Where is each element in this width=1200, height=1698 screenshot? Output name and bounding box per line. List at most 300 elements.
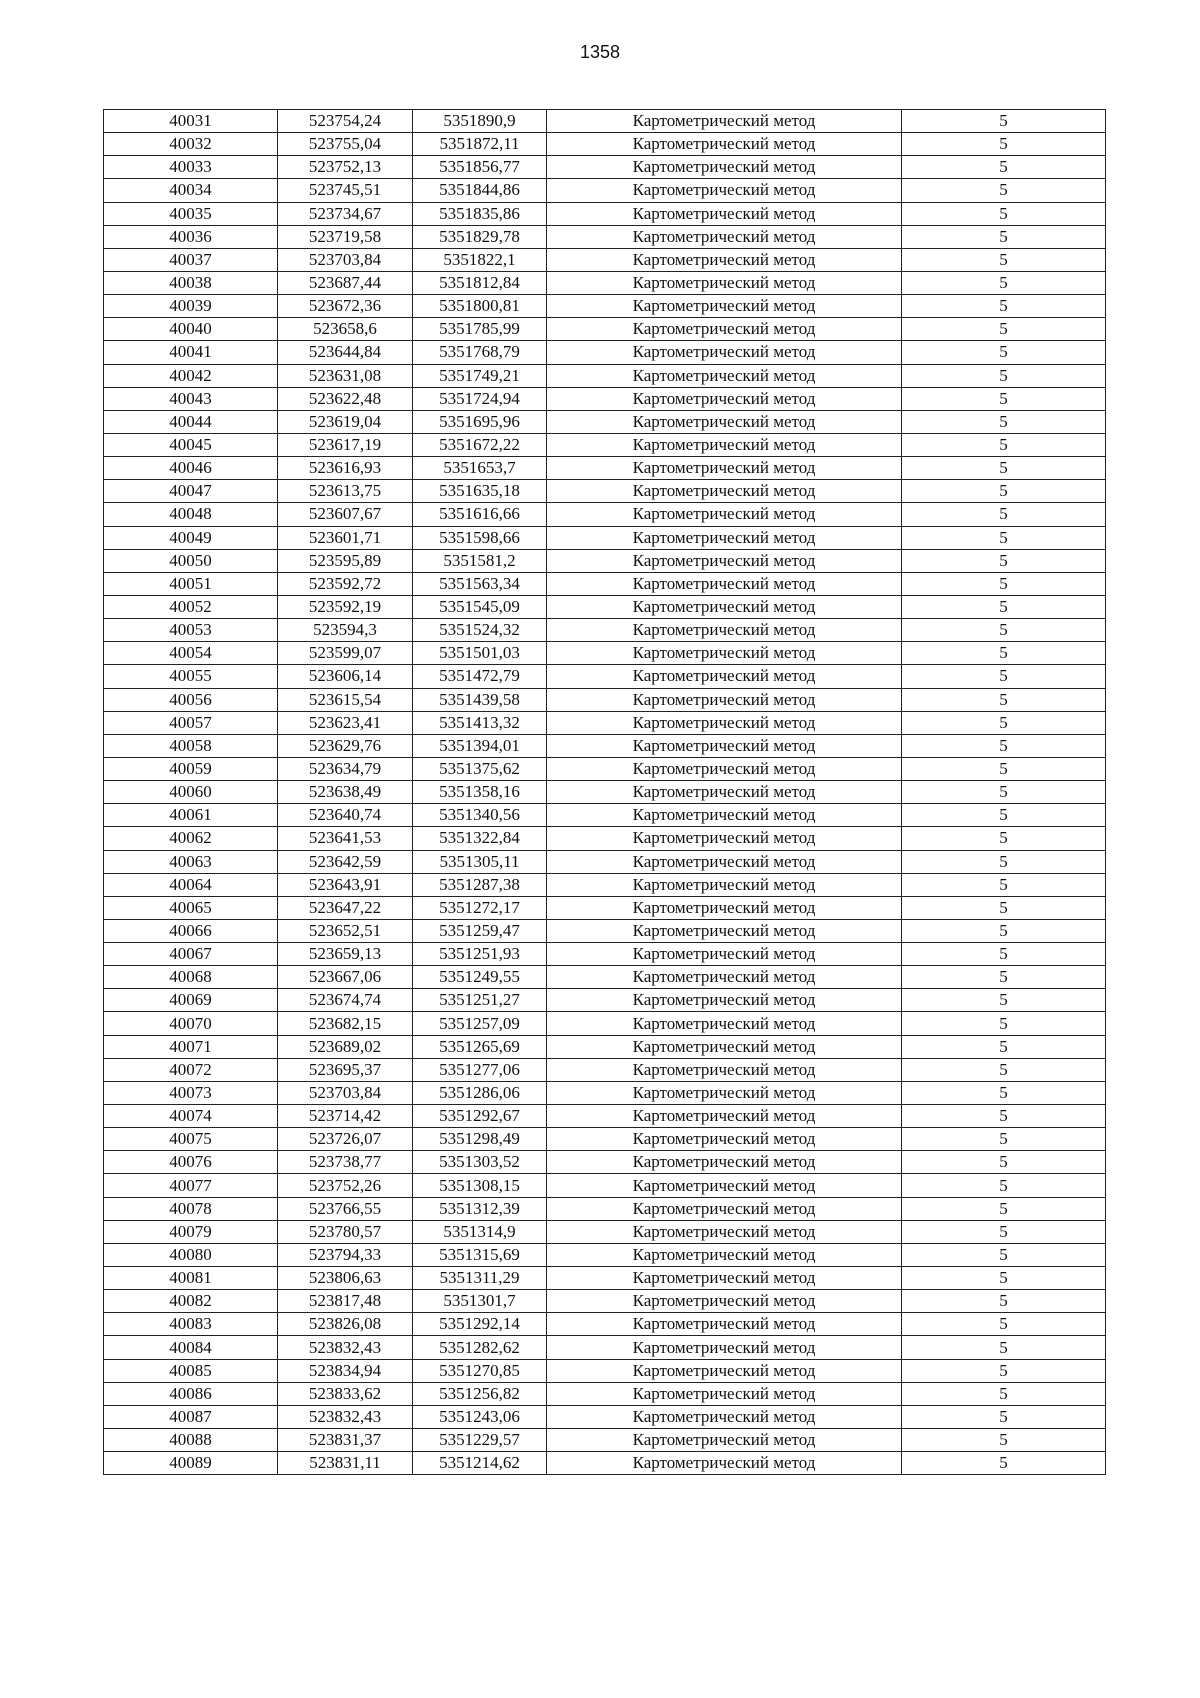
accuracy-cell: 5 — [902, 1336, 1106, 1359]
method-cell: Картометрический метод — [547, 1267, 902, 1290]
table-row — [104, 133, 1106, 156]
y-coordinate-cell: 5351305,11 — [413, 850, 547, 873]
method-cell: Картометрический метод — [547, 1336, 902, 1359]
accuracy-cell: 5 — [902, 572, 1106, 595]
point-number-cell: 40062 — [104, 827, 278, 850]
y-coordinate-cell: 5351890,9 — [413, 110, 547, 133]
method-cell: Картометрический метод — [547, 966, 902, 989]
y-coordinate-cell: 5351292,14 — [413, 1313, 547, 1336]
y-coordinate-cell: 5351695,96 — [413, 410, 547, 433]
y-coordinate-cell: 5351257,09 — [413, 1012, 547, 1035]
x-coordinate-cell: 523643,91 — [278, 873, 413, 896]
x-coordinate-cell: 523658,6 — [278, 318, 413, 341]
x-coordinate-cell: 523615,54 — [278, 688, 413, 711]
point-number-cell: 40044 — [104, 410, 278, 433]
point-number-cell: 40052 — [104, 595, 278, 618]
x-coordinate-cell: 523594,3 — [278, 619, 413, 642]
x-coordinate-cell: 523613,75 — [278, 480, 413, 503]
y-coordinate-cell: 5351256,82 — [413, 1382, 547, 1405]
table-row — [104, 364, 1106, 387]
x-coordinate-cell: 523592,19 — [278, 595, 413, 618]
point-number-cell: 40047 — [104, 480, 278, 503]
accuracy-cell: 5 — [902, 1429, 1106, 1452]
accuracy-cell: 5 — [902, 1313, 1106, 1336]
point-number-cell: 40087 — [104, 1405, 278, 1428]
x-coordinate-cell: 523695,37 — [278, 1058, 413, 1081]
y-coordinate-cell: 5351340,56 — [413, 804, 547, 827]
x-coordinate-cell: 523745,51 — [278, 179, 413, 202]
table-row — [104, 387, 1106, 410]
accuracy-cell: 5 — [902, 665, 1106, 688]
x-coordinate-cell: 523794,33 — [278, 1243, 413, 1266]
y-coordinate-cell: 5351259,47 — [413, 919, 547, 942]
x-coordinate-cell: 523667,06 — [278, 966, 413, 989]
method-cell: Картометрический метод — [547, 688, 902, 711]
accuracy-cell: 5 — [902, 1128, 1106, 1151]
method-cell: Картометрический метод — [547, 341, 902, 364]
accuracy-cell: 5 — [902, 1105, 1106, 1128]
y-coordinate-cell: 5351298,49 — [413, 1128, 547, 1151]
x-coordinate-cell: 523806,63 — [278, 1267, 413, 1290]
method-cell: Картометрический метод — [547, 665, 902, 688]
table-row — [104, 757, 1106, 780]
accuracy-cell: 5 — [902, 1058, 1106, 1081]
table-row — [104, 665, 1106, 688]
y-coordinate-cell: 5351616,66 — [413, 503, 547, 526]
y-coordinate-cell: 5351270,85 — [413, 1359, 547, 1382]
x-coordinate-cell: 523817,48 — [278, 1290, 413, 1313]
accuracy-cell: 5 — [902, 943, 1106, 966]
table-row — [104, 688, 1106, 711]
x-coordinate-cell: 523832,43 — [278, 1336, 413, 1359]
accuracy-cell: 5 — [902, 1359, 1106, 1382]
y-coordinate-cell: 5351653,7 — [413, 457, 547, 480]
point-number-cell: 40083 — [104, 1313, 278, 1336]
x-coordinate-cell: 523623,41 — [278, 711, 413, 734]
y-coordinate-cell: 5351672,22 — [413, 433, 547, 456]
accuracy-cell: 5 — [902, 1267, 1106, 1290]
y-coordinate-cell: 5351249,55 — [413, 966, 547, 989]
point-number-cell: 40085 — [104, 1359, 278, 1382]
y-coordinate-cell: 5351358,16 — [413, 781, 547, 804]
point-number-cell: 40050 — [104, 549, 278, 572]
table-row — [104, 711, 1106, 734]
accuracy-cell: 5 — [902, 1081, 1106, 1104]
method-cell: Картометрический метод — [547, 1220, 902, 1243]
table-row — [104, 433, 1106, 456]
table-row — [104, 1151, 1106, 1174]
x-coordinate-cell: 523703,84 — [278, 1081, 413, 1104]
point-number-cell: 40086 — [104, 1382, 278, 1405]
table-row — [104, 410, 1106, 433]
table-row — [104, 642, 1106, 665]
y-coordinate-cell: 5351322,84 — [413, 827, 547, 850]
table-row — [104, 225, 1106, 248]
y-coordinate-cell: 5351243,06 — [413, 1405, 547, 1428]
method-cell: Картометрический метод — [547, 1058, 902, 1081]
table-row — [104, 480, 1106, 503]
y-coordinate-cell: 5351251,93 — [413, 943, 547, 966]
point-number-cell: 40063 — [104, 850, 278, 873]
table-row — [104, 1290, 1106, 1313]
accuracy-cell: 5 — [902, 295, 1106, 318]
method-cell: Картометрический метод — [547, 526, 902, 549]
accuracy-cell: 5 — [902, 318, 1106, 341]
method-cell: Картометрический метод — [547, 943, 902, 966]
method-cell: Картометрический метод — [547, 457, 902, 480]
accuracy-cell: 5 — [902, 734, 1106, 757]
y-coordinate-cell: 5351286,06 — [413, 1081, 547, 1104]
table-row — [104, 202, 1106, 225]
method-cell: Картометрический метод — [547, 1382, 902, 1405]
y-coordinate-cell: 5351282,62 — [413, 1336, 547, 1359]
method-cell: Картометрический метод — [547, 1151, 902, 1174]
method-cell: Картометрический метод — [547, 110, 902, 133]
method-cell: Картометрический метод — [547, 1313, 902, 1336]
point-number-cell: 40064 — [104, 873, 278, 896]
accuracy-cell: 5 — [902, 549, 1106, 572]
point-number-cell: 40048 — [104, 503, 278, 526]
y-coordinate-cell: 5351292,67 — [413, 1105, 547, 1128]
y-coordinate-cell: 5351812,84 — [413, 271, 547, 294]
x-coordinate-cell: 523752,26 — [278, 1174, 413, 1197]
point-number-cell: 40046 — [104, 457, 278, 480]
method-cell: Картометрический метод — [547, 156, 902, 179]
table-row — [104, 1105, 1106, 1128]
table-row — [104, 1405, 1106, 1428]
accuracy-cell: 5 — [902, 387, 1106, 410]
method-cell: Картометрический метод — [547, 1128, 902, 1151]
y-coordinate-cell: 5351524,32 — [413, 619, 547, 642]
point-number-cell: 40079 — [104, 1220, 278, 1243]
method-cell: Картометрический метод — [547, 1243, 902, 1266]
method-cell: Картометрический метод — [547, 595, 902, 618]
y-coordinate-cell: 5351856,77 — [413, 156, 547, 179]
method-cell: Картометрический метод — [547, 271, 902, 294]
method-cell: Картометрический метод — [547, 642, 902, 665]
accuracy-cell: 5 — [902, 873, 1106, 896]
table-row — [104, 1012, 1106, 1035]
x-coordinate-cell: 523687,44 — [278, 271, 413, 294]
y-coordinate-cell: 5351768,79 — [413, 341, 547, 364]
point-number-cell: 40089 — [104, 1452, 278, 1475]
accuracy-cell: 5 — [902, 1151, 1106, 1174]
x-coordinate-cell: 523826,08 — [278, 1313, 413, 1336]
x-coordinate-cell: 523607,67 — [278, 503, 413, 526]
point-number-cell: 40043 — [104, 387, 278, 410]
point-number-cell: 40054 — [104, 642, 278, 665]
point-number-cell: 40051 — [104, 572, 278, 595]
x-coordinate-cell: 523595,89 — [278, 549, 413, 572]
method-cell: Картометрический метод — [547, 619, 902, 642]
y-coordinate-cell: 5351545,09 — [413, 595, 547, 618]
accuracy-cell: 5 — [902, 619, 1106, 642]
y-coordinate-cell: 5351303,52 — [413, 1151, 547, 1174]
x-coordinate-cell: 523674,74 — [278, 989, 413, 1012]
table-row — [104, 526, 1106, 549]
point-number-cell: 40059 — [104, 757, 278, 780]
table-row — [104, 966, 1106, 989]
method-cell: Картометрический метод — [547, 480, 902, 503]
y-coordinate-cell: 5351214,62 — [413, 1452, 547, 1475]
accuracy-cell: 5 — [902, 757, 1106, 780]
y-coordinate-cell: 5351314,9 — [413, 1220, 547, 1243]
method-cell: Картометрический метод — [547, 572, 902, 595]
point-number-cell: 40035 — [104, 202, 278, 225]
table-row — [104, 1267, 1106, 1290]
accuracy-cell: 5 — [902, 1405, 1106, 1428]
y-coordinate-cell: 5351598,66 — [413, 526, 547, 549]
x-coordinate-cell: 523689,02 — [278, 1035, 413, 1058]
method-cell: Картометрический метод — [547, 1452, 902, 1475]
table-row — [104, 572, 1106, 595]
method-cell: Картометрический метод — [547, 1290, 902, 1313]
x-coordinate-cell: 523592,72 — [278, 572, 413, 595]
table-row — [104, 595, 1106, 618]
x-coordinate-cell: 523682,15 — [278, 1012, 413, 1035]
accuracy-cell: 5 — [902, 179, 1106, 202]
accuracy-cell: 5 — [902, 341, 1106, 364]
x-coordinate-cell: 523616,93 — [278, 457, 413, 480]
y-coordinate-cell: 5351872,11 — [413, 133, 547, 156]
accuracy-cell: 5 — [902, 1220, 1106, 1243]
table-row — [104, 1128, 1106, 1151]
accuracy-cell: 5 — [902, 133, 1106, 156]
y-coordinate-cell: 5351785,99 — [413, 318, 547, 341]
x-coordinate-cell: 523719,58 — [278, 225, 413, 248]
method-cell: Картометрический метод — [547, 295, 902, 318]
method-cell: Картометрический метод — [547, 1012, 902, 1035]
x-coordinate-cell: 523642,59 — [278, 850, 413, 873]
y-coordinate-cell: 5351251,27 — [413, 989, 547, 1012]
table-row — [104, 1429, 1106, 1452]
method-cell: Картометрический метод — [547, 387, 902, 410]
method-cell: Картометрический метод — [547, 1429, 902, 1452]
accuracy-cell: 5 — [902, 202, 1106, 225]
point-number-cell: 40032 — [104, 133, 278, 156]
table-row — [104, 1452, 1106, 1475]
x-coordinate-cell: 523734,67 — [278, 202, 413, 225]
point-number-cell: 40034 — [104, 179, 278, 202]
point-number-cell: 40065 — [104, 896, 278, 919]
accuracy-cell: 5 — [902, 110, 1106, 133]
point-number-cell: 40040 — [104, 318, 278, 341]
y-coordinate-cell: 5351501,03 — [413, 642, 547, 665]
point-number-cell: 40037 — [104, 248, 278, 271]
accuracy-cell: 5 — [902, 850, 1106, 873]
accuracy-cell: 5 — [902, 248, 1106, 271]
y-coordinate-cell: 5351312,39 — [413, 1197, 547, 1220]
table-row — [104, 248, 1106, 271]
y-coordinate-cell: 5351844,86 — [413, 179, 547, 202]
method-cell: Картометрический метод — [547, 225, 902, 248]
point-number-cell: 40061 — [104, 804, 278, 827]
table-row — [104, 1313, 1106, 1336]
x-coordinate-cell: 523601,71 — [278, 526, 413, 549]
y-coordinate-cell: 5351829,78 — [413, 225, 547, 248]
point-number-cell: 40069 — [104, 989, 278, 1012]
y-coordinate-cell: 5351749,21 — [413, 364, 547, 387]
accuracy-cell: 5 — [902, 1382, 1106, 1405]
point-number-cell: 40072 — [104, 1058, 278, 1081]
accuracy-cell: 5 — [902, 804, 1106, 827]
table-row — [104, 549, 1106, 572]
accuracy-cell: 5 — [902, 896, 1106, 919]
table-row — [104, 1081, 1106, 1104]
table-row — [104, 503, 1106, 526]
point-number-cell: 40073 — [104, 1081, 278, 1104]
method-cell: Картометрический метод — [547, 827, 902, 850]
x-coordinate-cell: 523755,04 — [278, 133, 413, 156]
method-cell: Картометрический метод — [547, 1035, 902, 1058]
y-coordinate-cell: 5351822,1 — [413, 248, 547, 271]
point-number-cell: 40053 — [104, 619, 278, 642]
method-cell: Картометрический метод — [547, 850, 902, 873]
table-row — [104, 1058, 1106, 1081]
table-row — [104, 873, 1106, 896]
point-number-cell: 40039 — [104, 295, 278, 318]
x-coordinate-cell: 523606,14 — [278, 665, 413, 688]
x-coordinate-cell: 523831,11 — [278, 1452, 413, 1475]
y-coordinate-cell: 5351835,86 — [413, 202, 547, 225]
x-coordinate-cell: 523766,55 — [278, 1197, 413, 1220]
table-row — [104, 1382, 1106, 1405]
x-coordinate-cell: 523831,37 — [278, 1429, 413, 1452]
x-coordinate-cell: 523672,36 — [278, 295, 413, 318]
method-cell: Картометрический метод — [547, 1359, 902, 1382]
method-cell: Картометрический метод — [547, 1405, 902, 1428]
point-number-cell: 40038 — [104, 271, 278, 294]
y-coordinate-cell: 5351301,7 — [413, 1290, 547, 1313]
table-row — [104, 804, 1106, 827]
table-row — [104, 271, 1106, 294]
method-cell: Картометрический метод — [547, 989, 902, 1012]
table-row — [104, 1197, 1106, 1220]
table-row — [104, 781, 1106, 804]
table-row — [104, 110, 1106, 133]
point-number-cell: 40033 — [104, 156, 278, 179]
accuracy-cell: 5 — [902, 966, 1106, 989]
accuracy-cell: 5 — [902, 225, 1106, 248]
x-coordinate-cell: 523754,24 — [278, 110, 413, 133]
accuracy-cell: 5 — [902, 433, 1106, 456]
point-number-cell: 40076 — [104, 1151, 278, 1174]
accuracy-cell: 5 — [902, 526, 1106, 549]
x-coordinate-cell: 523619,04 — [278, 410, 413, 433]
x-coordinate-cell: 523659,13 — [278, 943, 413, 966]
table-row — [104, 1174, 1106, 1197]
point-number-cell: 40080 — [104, 1243, 278, 1266]
method-cell: Картометрический метод — [547, 896, 902, 919]
point-number-cell: 40070 — [104, 1012, 278, 1035]
x-coordinate-cell: 523714,42 — [278, 1105, 413, 1128]
y-coordinate-cell: 5351277,06 — [413, 1058, 547, 1081]
method-cell: Картометрический метод — [547, 364, 902, 387]
point-number-cell: 40075 — [104, 1128, 278, 1151]
y-coordinate-cell: 5351472,79 — [413, 665, 547, 688]
table-row — [104, 989, 1106, 1012]
x-coordinate-cell: 523833,62 — [278, 1382, 413, 1405]
y-coordinate-cell: 5351265,69 — [413, 1035, 547, 1058]
y-coordinate-cell: 5351413,32 — [413, 711, 547, 734]
point-number-cell: 40081 — [104, 1267, 278, 1290]
accuracy-cell: 5 — [902, 1174, 1106, 1197]
point-number-cell: 40055 — [104, 665, 278, 688]
x-coordinate-cell: 523629,76 — [278, 734, 413, 757]
y-coordinate-cell: 5351394,01 — [413, 734, 547, 757]
accuracy-cell: 5 — [902, 156, 1106, 179]
accuracy-cell: 5 — [902, 457, 1106, 480]
method-cell: Картометрический метод — [547, 133, 902, 156]
method-cell: Картометрический метод — [547, 410, 902, 433]
table-row — [104, 295, 1106, 318]
accuracy-cell: 5 — [902, 688, 1106, 711]
method-cell: Картометрический метод — [547, 1174, 902, 1197]
x-coordinate-cell: 523634,79 — [278, 757, 413, 780]
table-row — [104, 919, 1106, 942]
method-cell: Картометрический метод — [547, 433, 902, 456]
point-number-cell: 40045 — [104, 433, 278, 456]
x-coordinate-cell: 523631,08 — [278, 364, 413, 387]
method-cell: Картометрический метод — [547, 919, 902, 942]
method-cell: Картометрический метод — [547, 804, 902, 827]
y-coordinate-cell: 5351308,15 — [413, 1174, 547, 1197]
table-row — [104, 457, 1106, 480]
x-coordinate-cell: 523641,53 — [278, 827, 413, 850]
table-body — [104, 110, 1106, 1475]
table-row — [104, 827, 1106, 850]
table-row — [104, 943, 1106, 966]
accuracy-cell: 5 — [902, 781, 1106, 804]
method-cell: Картометрический метод — [547, 179, 902, 202]
y-coordinate-cell: 5351272,17 — [413, 896, 547, 919]
x-coordinate-cell: 523644,84 — [278, 341, 413, 364]
method-cell: Картометрический метод — [547, 549, 902, 572]
y-coordinate-cell: 5351581,2 — [413, 549, 547, 572]
x-coordinate-cell: 523622,48 — [278, 387, 413, 410]
point-number-cell: 40057 — [104, 711, 278, 734]
point-number-cell: 40078 — [104, 1197, 278, 1220]
x-coordinate-cell: 523780,57 — [278, 1220, 413, 1243]
x-coordinate-cell: 523652,51 — [278, 919, 413, 942]
x-coordinate-cell: 523703,84 — [278, 248, 413, 271]
table-row — [104, 619, 1106, 642]
point-number-cell: 40031 — [104, 110, 278, 133]
y-coordinate-cell: 5351311,29 — [413, 1267, 547, 1290]
table-row — [104, 1243, 1106, 1266]
x-coordinate-cell: 523752,13 — [278, 156, 413, 179]
y-coordinate-cell: 5351229,57 — [413, 1429, 547, 1452]
point-number-cell: 40067 — [104, 943, 278, 966]
point-number-cell: 40049 — [104, 526, 278, 549]
accuracy-cell: 5 — [902, 1012, 1106, 1035]
y-coordinate-cell: 5351315,69 — [413, 1243, 547, 1266]
method-cell: Картометрический метод — [547, 248, 902, 271]
point-number-cell: 40084 — [104, 1336, 278, 1359]
table-row — [104, 179, 1106, 202]
coordinates-table — [103, 109, 1106, 1475]
x-coordinate-cell: 523738,77 — [278, 1151, 413, 1174]
method-cell: Картометрический метод — [547, 503, 902, 526]
table-row — [104, 734, 1106, 757]
x-coordinate-cell: 523638,49 — [278, 781, 413, 804]
y-coordinate-cell: 5351439,58 — [413, 688, 547, 711]
accuracy-cell: 5 — [902, 989, 1106, 1012]
method-cell: Картометрический метод — [547, 873, 902, 896]
point-number-cell: 40060 — [104, 781, 278, 804]
point-number-cell: 40077 — [104, 1174, 278, 1197]
table-row — [104, 1336, 1106, 1359]
